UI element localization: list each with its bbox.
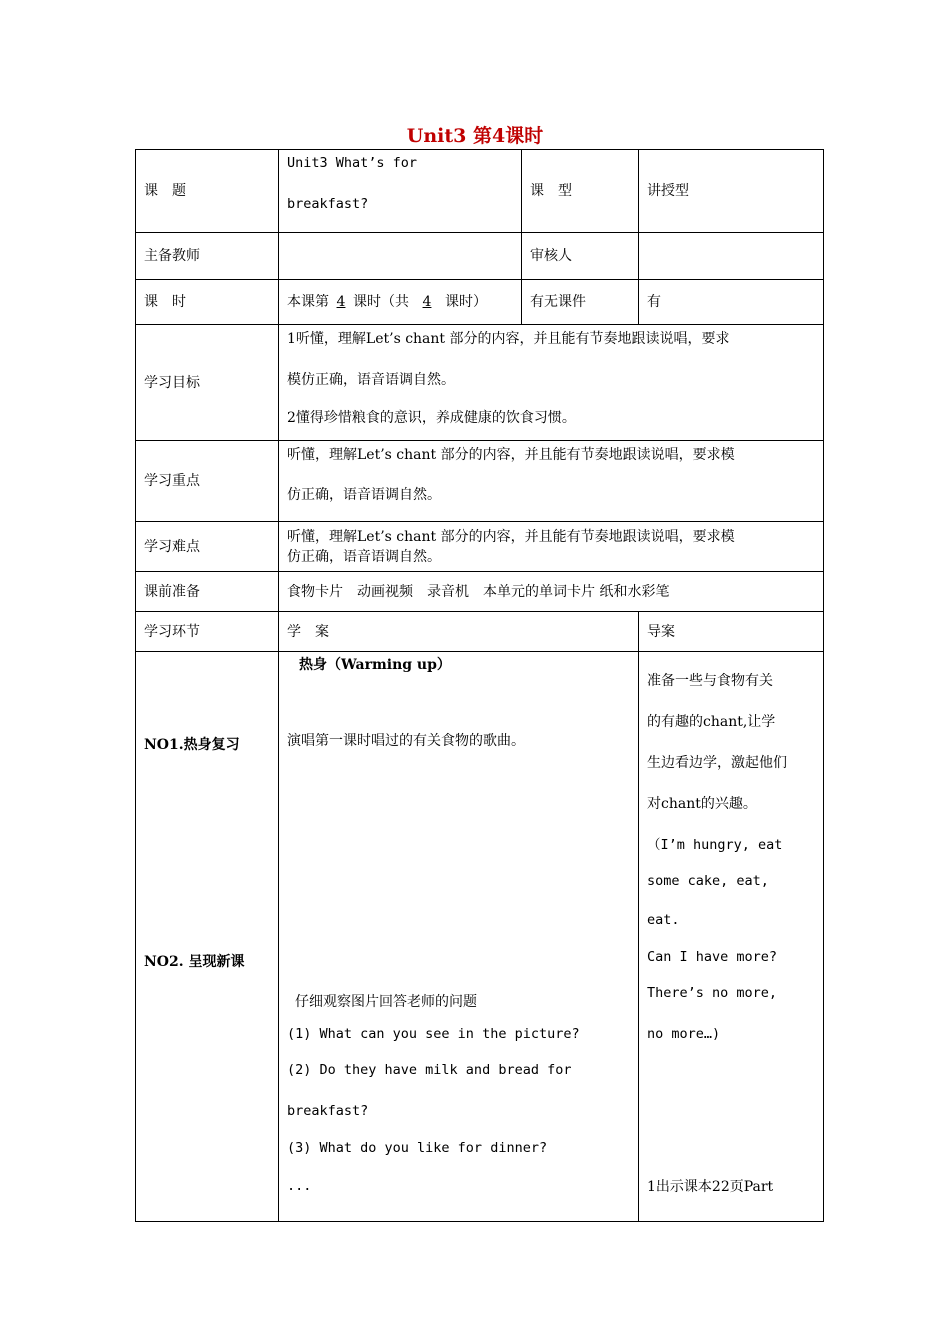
difficulty-label: 学习难点	[136, 522, 279, 572]
prep-value: 食物卡片 动画视频 录音机 本单元的单词卡片 纸和水彩笔	[279, 572, 824, 612]
prep-label: 课前准备	[136, 572, 279, 612]
guide-content	[639, 652, 824, 1222]
table-row	[136, 441, 824, 522]
steps-label-cell	[136, 652, 279, 1222]
objective-value: 1听懂，理解Let’s chant 部分的内容，并且能有节奏地跟读说唱，要求 模仿正确，语音语调自然。 2懂得珍惜粮食的意识，养成健康的饮食习惯。	[279, 325, 824, 441]
reviewer-value	[639, 233, 824, 280]
chant-line: eat.	[647, 912, 680, 928]
observe-text: 仔细观察图片回答老师的问题	[295, 994, 477, 1010]
chant-line: There’s no more,	[647, 985, 778, 1001]
focus-label: 学习重点	[136, 441, 279, 522]
table-row	[136, 150, 824, 233]
table-row	[136, 572, 824, 612]
objective-label: 学习目标	[136, 325, 279, 441]
period-value: 本课第 4 课时（共 4 课时）	[279, 280, 522, 325]
guide-line: 的有趣的chant,让学	[647, 714, 776, 730]
page-title: Unit3 第4课时	[406, 125, 544, 147]
topic-value: Unit3 What’s for breakfast?	[279, 150, 522, 233]
question-2: (2) Do they have milk and bread for	[287, 1062, 572, 1078]
table-row	[136, 612, 824, 652]
guide-line: 对chant的兴趣。	[647, 796, 757, 812]
type-value: 讲授型	[639, 150, 824, 233]
courseware-value: 有	[639, 280, 824, 325]
difficulty-value: 听懂，理解Let’s chant 部分的内容，并且能有节奏地跟读说唱，要求模 仿正确，语音语调自然。	[279, 522, 824, 572]
table-row	[136, 652, 824, 1222]
plan-content: 热身（Warming up） 演唱第一课时唱过的有关食物的歌曲。 仔细观察图片回答老师的问题 (1) What can you see in the picture? (2) Do they have milk and bread for breakfast? (3) What do you like for dinner? ...	[279, 652, 639, 1222]
chant-line: （I’m hungry, eat	[647, 837, 783, 853]
lesson-plan-table	[135, 149, 824, 1222]
table-row	[136, 280, 824, 325]
warmup-heading: 热身（Warming up）	[299, 657, 451, 673]
step1-label: NO1.热身复习	[144, 737, 240, 753]
table-row	[136, 233, 824, 280]
stage-label: 学习环节	[136, 612, 279, 652]
chant-line: no more…)	[647, 1026, 721, 1042]
reviewer-label: 审核人	[522, 233, 639, 280]
topic-label: 课 题	[136, 150, 279, 233]
chant-line: some cake, eat,	[647, 873, 769, 889]
teacher-value	[279, 233, 522, 280]
question-3: (3) What do you like for dinner?	[287, 1140, 548, 1156]
warmup-text: 演唱第一课时唱过的有关食物的歌曲。	[287, 733, 525, 749]
step2-label: NO2. 呈现新课	[144, 954, 245, 970]
guide-line: 生边看边学，激起他们	[647, 755, 787, 771]
focus-value: 听懂，理解Let’s chant 部分的内容，并且能有节奏地跟读说唱，要求模 仿正确，语音语调自然。	[279, 441, 824, 522]
plan-header: 学 案	[279, 612, 639, 652]
table-row	[136, 325, 824, 441]
chant-line: Can I have more?	[647, 949, 778, 965]
teacher-label: 主备教师	[136, 233, 279, 280]
guide-line: 准备一些与食物有关	[647, 673, 773, 689]
guide-last: 1出示课本22页Part	[647, 1179, 774, 1195]
type-label: 课 型	[522, 150, 639, 233]
period-label: 课 时	[136, 280, 279, 325]
courseware-label: 有无课件	[522, 280, 639, 325]
guide-header: 导案	[639, 612, 824, 652]
table-row	[136, 522, 824, 572]
question-1: (1) What can you see in the picture?	[287, 1026, 580, 1042]
